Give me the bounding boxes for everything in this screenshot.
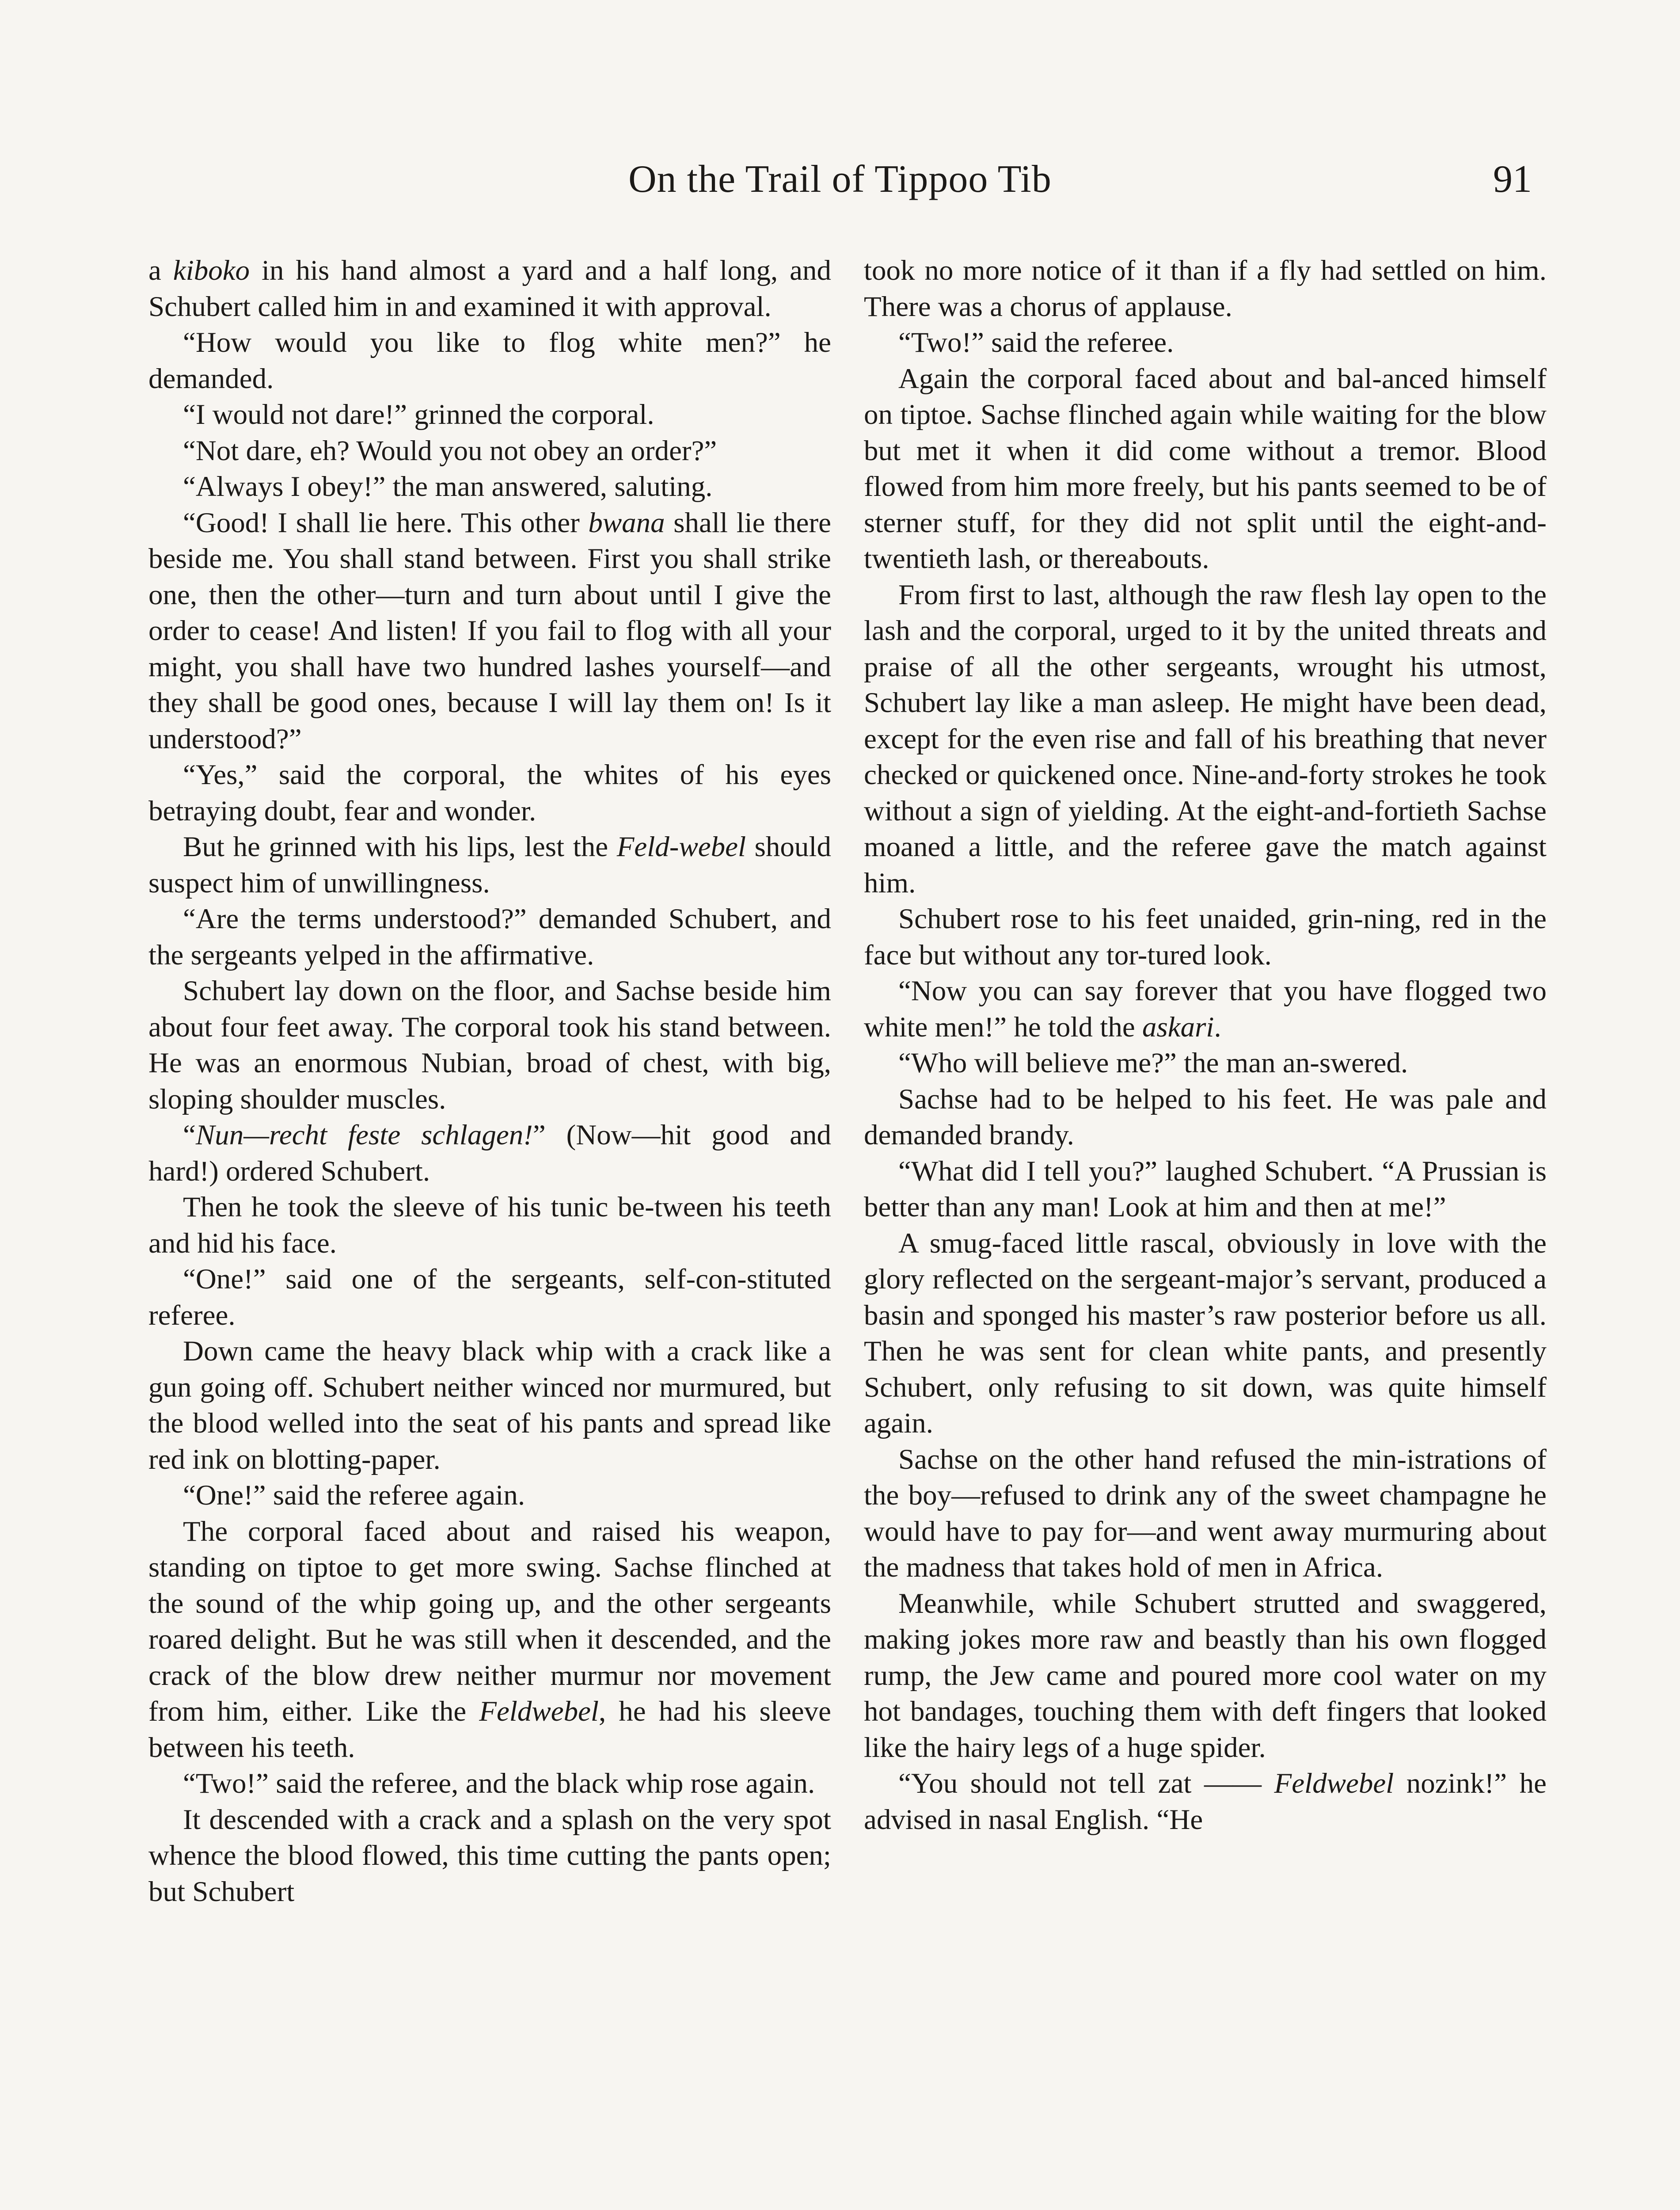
- text-run: “Not dare, eh? Would you not obey an order?”: [183, 434, 717, 467]
- text-run: The corporal faced about and raised his weapon, standing on tiptoe to get more swing. Sachse flinched at the sound of the whip going up, and the other sergeants roared delight. But he was still when it descended, and the crack of the blow drew neither murmur nor movement from him, either. Like the: [148, 1515, 831, 1727]
- text-run: From first to last, although the raw flesh lay open to the lash and the corporal, urged to it by the united threats and praise of all the other sergeants, wrought his utmost, Schubert lay like a man asleep. He might have been dead, except for the even rise and fall of his breathing that never checked or quickened once. Nine-and-forty strokes he took without a sign of yielding. At the eight-and-fortieth Sachse moaned a little, and the referee gave the match against him.: [864, 579, 1547, 899]
- paragraph: [864, 973, 1547, 1045]
- paragraph: [864, 1586, 1547, 1766]
- text-run: Then he took the sleeve of his tunic be-tween his teeth and hid his face.: [148, 1191, 831, 1259]
- paragraph: [864, 1154, 1547, 1226]
- text-run: Down came the heavy black whip with a crack like a gun going off. Schubert neither winced nor murmured, but the blood welled into the seat of his pants and spread like red ink on blotting-paper.: [148, 1335, 831, 1475]
- text-run: should suspect him of unwillingness.: [148, 831, 831, 899]
- paragraph: [148, 1478, 831, 1514]
- paragraph: [864, 1082, 1547, 1154]
- paragraph: [864, 325, 1547, 361]
- text-run: shall lie there beside me. You shall stand between. First you shall strike one, then the other—turn and turn about until I give the order to cease! And listen! If you fail to flog with all your might, you shall have two hundred lashes yourself—and they shall be good ones, because I will lay them on! Is it understood?”: [148, 507, 832, 755]
- right-text-column: [864, 253, 1547, 1838]
- text-run: Meanwhile, while Schubert strutted and swaggered, making jokes more raw and beastly than his own flogged rump, the Jew came and poured more cool water on my hot bandages, touching them with deft fingers that looked like the hairy legs of a huge spider.: [864, 1587, 1547, 1764]
- paragraph: [864, 1045, 1547, 1082]
- paragraph: [864, 1442, 1547, 1586]
- paragraph: [864, 253, 1547, 325]
- text-run: “Yes,” said the corporal, the whites of his eyes betraying doubt, fear and wonder.: [148, 759, 831, 827]
- paragraph: [148, 253, 831, 325]
- text-run: “One!” said the referee again.: [183, 1479, 525, 1511]
- paragraph: [148, 1189, 831, 1261]
- text-run: took no more notice of it than if a fly had settled on him. There was a chorus of applause.: [864, 255, 1547, 323]
- text-run: A smug-faced little rascal, obviously in love with the glory reflected on the sergeant-major’s servant, produced a basin and sponged his master’s raw posterior before us all. Then he was sent for clean white pants, and presently Schubert, only refusing to sit down, was quite himself again.: [864, 1227, 1547, 1439]
- paragraph: [864, 1226, 1547, 1442]
- paragraph: [148, 433, 831, 469]
- text-run: “You should not tell zat ——: [898, 1768, 1274, 1799]
- paragraph: [148, 397, 831, 433]
- paragraph: [148, 1334, 831, 1478]
- text-run: ” (Now—hit good and hard!) ordered Schubert.: [148, 1119, 831, 1187]
- paragraph: [148, 1514, 831, 1766]
- text-run: “Two!” said the referee.: [898, 327, 1174, 358]
- text-run: Again the corporal faced about and bal-anced himself on tiptoe. Sachse flinched again while waiting for the blow but met it when it did come without a tremor. Blood flowed from him more freely, but his pants seemed to be of sterner stuff, for they did not split until the eight-and-twentieth lash, or thereabouts.: [864, 362, 1547, 575]
- text-run: Schubert lay down on the floor, and Sachse beside him about four feet away. The corporal took his stand between. He was an enormous Nubian, broad of chest, with big, sloping shoulder muscles.: [148, 975, 831, 1115]
- page-number: 91: [1493, 158, 1532, 201]
- italic-text: Nun—recht feste schlagen!: [195, 1119, 533, 1151]
- paragraph: [148, 1802, 831, 1910]
- paragraph: [148, 1766, 831, 1802]
- text-run: “What did I tell you?” laughed Schubert. “A Prussian is better than any man! Look at him and then at me!”: [864, 1155, 1547, 1223]
- text-run: Sachse had to be helped to his feet. He was pale and demanded brandy.: [864, 1083, 1547, 1151]
- paragraph: [148, 325, 831, 397]
- text-run: , he had his sleeve between his teeth.: [148, 1696, 831, 1764]
- text-run: “Good! I shall lie here. This other: [183, 507, 589, 539]
- text-run: “Who will believe me?” the man an-swered.: [898, 1047, 1408, 1079]
- paragraph: [148, 505, 831, 758]
- paragraph: [864, 577, 1547, 902]
- text-run: “I would not dare!” grinned the corporal.: [183, 399, 654, 431]
- text-run: It descended with a crack and a splash on the very spot whence the blood flowed, this time cutting the pants open; but Schubert: [148, 1803, 831, 1908]
- paragraph: [148, 829, 831, 901]
- text-run: “Two!” said the referee, and the black whip rose again.: [183, 1768, 815, 1799]
- text-run: “How would you like to flog white men?” he demanded.: [148, 327, 831, 395]
- italic-text: Feldwebel: [479, 1696, 599, 1727]
- paragraph: [148, 757, 831, 829]
- text-run: a: [148, 255, 173, 286]
- left-text-column: [148, 253, 831, 1910]
- text-run: “: [183, 1119, 196, 1151]
- italic-text: bwana: [588, 507, 665, 539]
- paragraph: [148, 1261, 831, 1334]
- text-run: Schubert rose to his feet unaided, grin-ning, red in the face but without any tor-tured look.: [864, 903, 1547, 971]
- text-run: “One!” said one of the sergeants, self-con-stituted referee.: [148, 1263, 831, 1331]
- paragraph: [148, 1117, 831, 1189]
- text-run: “Are the terms understood?” demanded Schubert, and the sergeants yelped in the affirmative.: [148, 903, 831, 971]
- text-run: Sachse on the other hand refused the min-istrations of the boy—refused to drink any of the sweet champagne he would have to pay for—and went away murmuring about the madness that takes hold of men in Africa.: [864, 1443, 1547, 1583]
- paragraph: [864, 1766, 1547, 1838]
- text-run: nozink!” he advised in nasal English. “He: [864, 1768, 1547, 1836]
- paragraph: [148, 469, 831, 505]
- running-title: On the Trail of Tippoo Tib: [628, 158, 1052, 201]
- text-run: “Now you can say forever that you have flogged two white men!” he told the: [864, 975, 1547, 1043]
- text-run: .: [1214, 1011, 1221, 1043]
- paragraph: [148, 973, 831, 1117]
- italic-text: Feld-webel: [616, 831, 746, 863]
- italic-text: Feldwebel: [1274, 1768, 1394, 1799]
- paragraph: [864, 901, 1547, 973]
- italic-text: askari: [1142, 1011, 1214, 1043]
- paragraph: [148, 901, 831, 973]
- paragraph: [864, 361, 1547, 577]
- text-run: But he grinned with his lips, lest the: [183, 831, 617, 863]
- italic-text: kiboko: [173, 255, 250, 286]
- text-run: “Always I obey!” the man answered, saluting.: [183, 471, 713, 503]
- text-run: in his hand almost a yard and a half long, and Schubert called him in and examined it with approval.: [148, 255, 831, 323]
